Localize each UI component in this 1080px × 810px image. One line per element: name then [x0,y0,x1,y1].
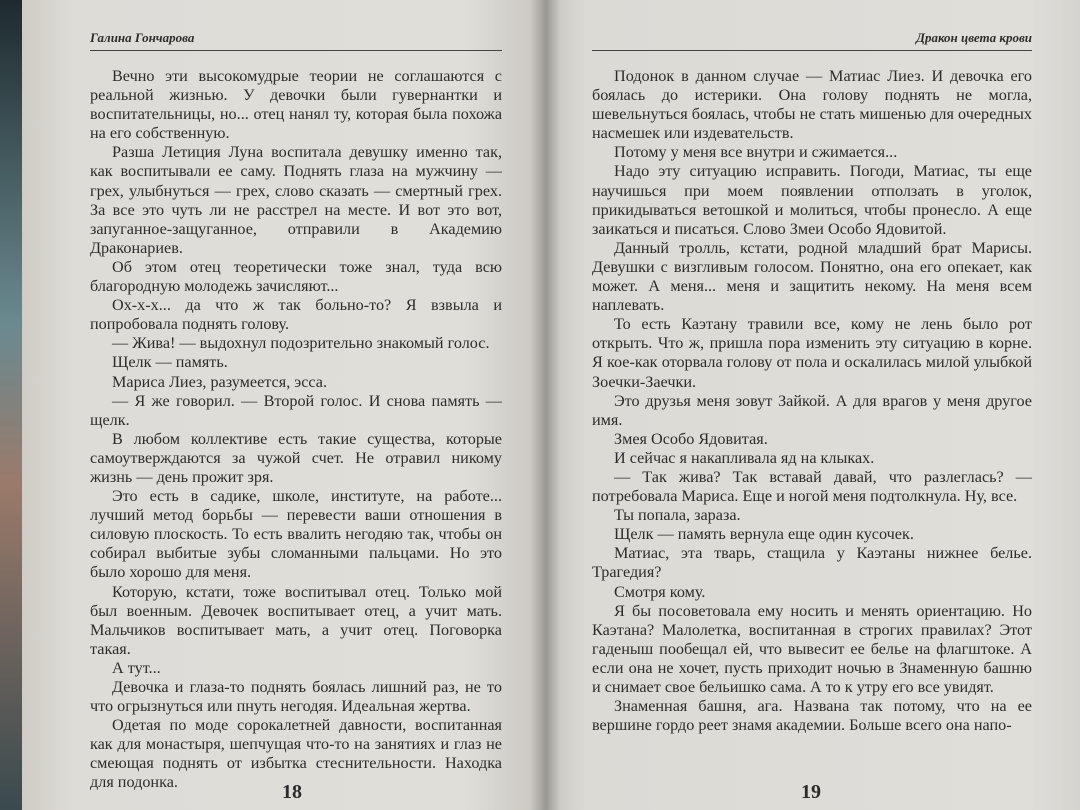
right-page [542,0,1080,810]
paragraph: Подонок в данном случае — Матиас Лиез. И девочка его боялась до истерики. Она голову поднять не могла, шевельнуться боялась, чтобы не стать мишенью для очередных насмешек или издевательств. [592,67,1032,143]
paragraph: Данный тролль, кстати, родной младший брат Марисы. Девушки с визгливым голосом. Понятно, она его опекает, как может. А меня... меня и защитить некому. На меня всем наплевать. [592,238,1032,315]
paragraph: То есть Каэтану травили все, кому не лень было рот открыть. Что ж, пришла пора изменить эту ситуацию в корне. Я кое-как оторвала голову от пола и оскалилась милой улыбкой Зоечки-Заечки. [592,315,1032,391]
page-number: 18 [282,781,302,803]
paragraph: Потому у меня все внутри и сжимается... [614,143,898,162]
running-head-author: Галина Гончарова [90,30,502,51]
paragraph: Смотря кому. [614,582,706,601]
paragraph: Змея Особо Ядовитая. [614,429,768,448]
page-number: 19 [801,781,821,803]
paragraph: Ты попала, зараза. [614,506,741,525]
paragraph: Щелк — память вернула еще один кусочек. [614,525,914,544]
paragraph: В любом коллективе есть такие существа, которые самоутверждаются за чужой счет. Не отравил никому жизнь — день прожит зря. [90,429,502,486]
book-gutter-shadow [530,0,560,810]
paragraph: А тут... [112,658,161,677]
paragraph: Мариса Лиез, разумеется, эсса. [112,372,328,391]
paragraph: Надо эту ситуацию исправить. Погоди, Матиас, ты еще научишься при моем появлении отползать в уголок, прикидываться ветошкой и молиться, чтобы пронесло. А еще заикаться и писаться. Слово Змеи Особо Ядовитой. [592,162,1032,238]
running-head-title: Дракон цвета крови [592,30,1032,51]
paragraph: Щелк — память. [112,353,228,372]
paragraph: Одетая по моде сорокалетней давности, воспитанная как для монастыря, шепчущая что-то на занятиях и глаз не смеющая поднять от избытка стеснительности. Находка для подонка. [90,716,502,792]
paragraph: Матиас, эта тварь, стащила у Каэтаны нижнее белье. Трагедия? [592,544,1032,582]
left-page-text [90,67,502,793]
left-page [22,0,542,810]
paragraph: — Я же говорил. — Второй голос. И снова память — щелк. [90,391,502,429]
paragraph: Разша Летиция Луна воспитала девушку именно так, как воспитывали ее саму. Поднять глаза на мужчину — грех, улыбнуться — грех, слово сказать — смертный грех. За все это чуть ли не расстрел на месте. И вот это вот, запуганное-защуганное, отправили в Академию Драконариев. [90,143,502,257]
paragraph: Об этом отец теоретически тоже знал, туда всю благородную молодежь зачисляют... [90,257,502,296]
paragraph: Это есть в садике, школе, институте, на работе... лучший метод борьбы — перевести ваши отношения в силовую плоскость. То есть ввалить негодяю так, чтобы он собирал выбитые зубы сломанными пальцами. Но это было хорошо для меня. [90,487,502,582]
paragraph: И сейчас я накапливала яд на клыках. [614,448,875,467]
paragraph: Девочка и глаза-то поднять боялась лишний раз, не то что огрызнуться или пнуть негодяя. Идеальная жертва. [90,678,502,716]
paragraph: — Так жива? Так вставай давай, что разлеглась? — потребовала Мариса. Еще и ногой меня подтолкнула. Ну, все. [592,467,1032,506]
right-page-text [592,67,1032,735]
paragraph: Я бы посоветовала ему носить и менять ориентацию. Но Каэтана? Малолетка, воспитанная в строгих правилах? Этот гаденыш пообещал ей, что вывесит ее белье на флагштоке. А если она не хочет, пусть приходит ночью в Знаменную башню и снимает свое бельишко сама. А то к утру его все увидят. [592,601,1032,696]
paragraph: Это друзья меня зовут Зайкой. А для врагов у меня другое имя. [592,391,1032,429]
paragraph: Ох-х-х... да что ж так больно-то? Я взвыла и попробовала поднять голову. [90,296,502,334]
paragraph: Которую, кстати, тоже воспитывал отец. Только мой был военным. Девочек воспитывает отец, а учит мать. Мальчиков воспитывает мать, а учит отец. Поговорка такая. [90,582,502,658]
paragraph: Вечно эти высокомудрые теории не соглашаются с реальной жизнью. У девочки были гувернантки и воспитательницы, но... отец нанял ту, которая была похожа на его собственную. [90,67,502,143]
paragraph: — Жива! — выдохнул подозрительно знакомый голос. [112,334,490,353]
paragraph: Знаменная башня, ага. Названа так потому, что на ее вершине гордо реет знамя академии. Больше всего она напо- [592,697,1032,735]
